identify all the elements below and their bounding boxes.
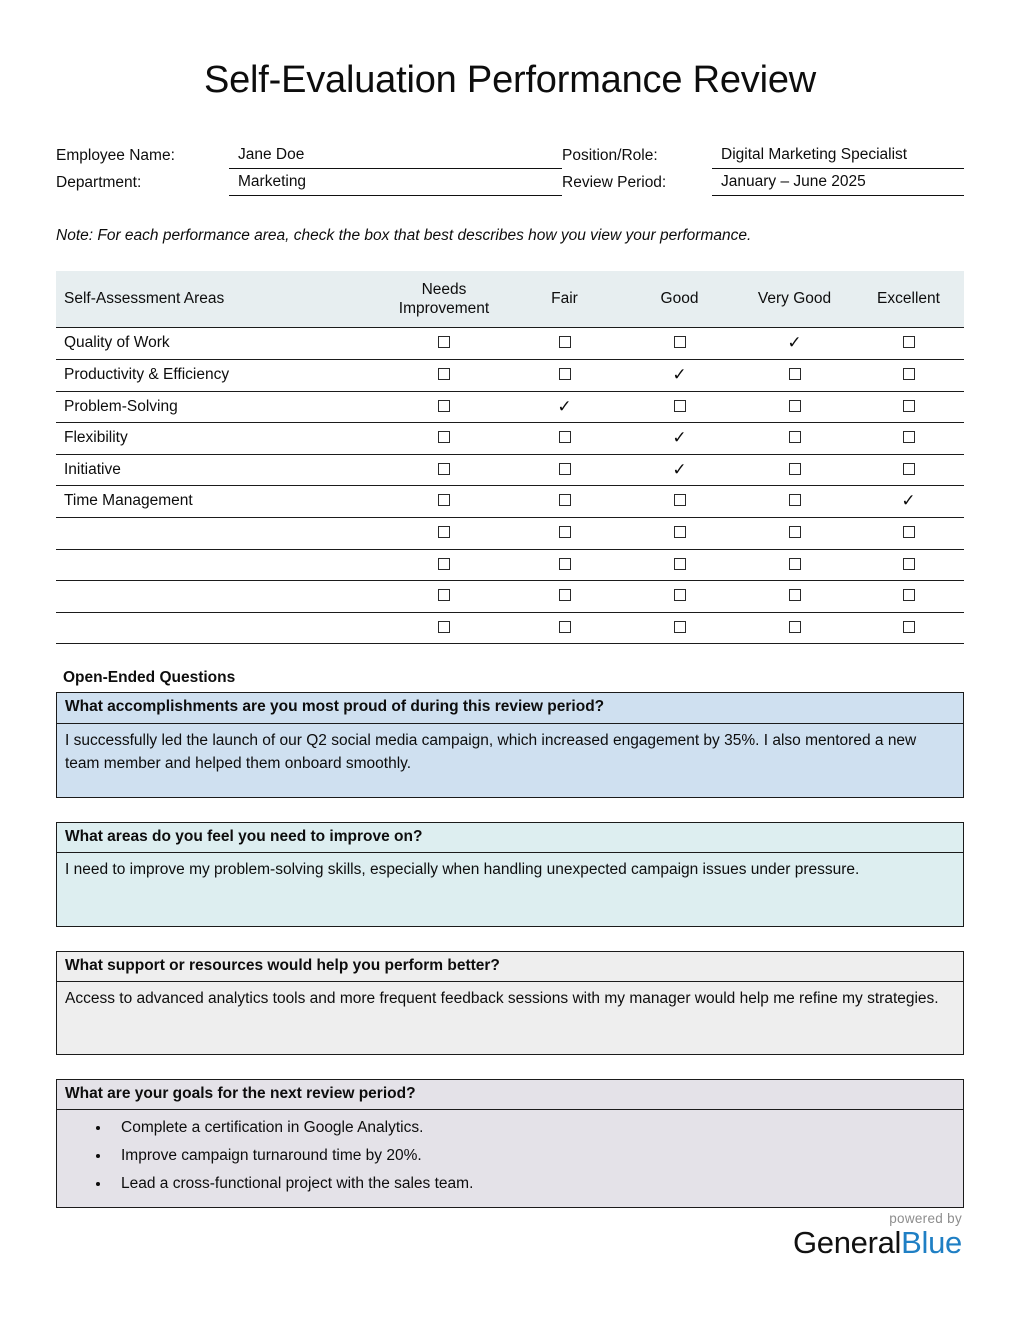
- rating-cell[interactable]: [623, 612, 736, 644]
- list-item: • Lead a cross-functional project with the sales team.: [111, 1174, 955, 1195]
- checkmark-icon: ✓: [557, 396, 572, 416]
- rating-cell[interactable]: [736, 360, 853, 392]
- checkbox-icon[interactable]: [903, 336, 915, 348]
- checkbox-icon[interactable]: [438, 621, 450, 633]
- rating-cell[interactable]: [506, 518, 623, 550]
- checkbox-icon[interactable]: [559, 431, 571, 443]
- department-input[interactable]: Marketing: [229, 171, 562, 196]
- checkbox-icon[interactable]: [903, 431, 915, 443]
- assessment-area-label: Time Management: [56, 486, 382, 518]
- rating-cell[interactable]: [623, 486, 736, 518]
- checkbox-icon[interactable]: [903, 589, 915, 601]
- rating-cell[interactable]: [623, 518, 736, 550]
- rating-cell[interactable]: [736, 454, 853, 486]
- rating-cell[interactable]: [853, 328, 964, 360]
- rating-cell[interactable]: [382, 549, 506, 581]
- rating-cell[interactable]: [623, 454, 736, 486]
- rating-cell[interactable]: [853, 612, 964, 644]
- assessment-area-label: Productivity & Efficiency: [56, 360, 382, 392]
- checkbox-icon[interactable]: [438, 400, 450, 412]
- table-row: [56, 486, 964, 518]
- rating-cell[interactable]: [506, 454, 623, 486]
- rating-cell[interactable]: [853, 486, 964, 518]
- rating-cell[interactable]: [623, 549, 736, 581]
- question-block-next-period-goals: [56, 1079, 964, 1208]
- checkmark-icon: ✓: [672, 364, 687, 384]
- employee-info-fields: [56, 142, 964, 196]
- checkbox-icon[interactable]: [559, 368, 571, 380]
- rating-cell[interactable]: [382, 486, 506, 518]
- checkbox-icon[interactable]: [789, 368, 801, 380]
- checkbox-icon[interactable]: [674, 589, 686, 601]
- brand-name-second: Blue: [901, 1225, 962, 1260]
- open-ended-questions-heading: Open-Ended Questions: [63, 669, 236, 687]
- rating-cell[interactable]: [623, 581, 736, 613]
- assessment-area-label: [56, 581, 382, 613]
- question-block-support-resources: [56, 951, 964, 1055]
- position-role-label: Position/Role:: [562, 146, 658, 164]
- checkbox-icon[interactable]: [559, 494, 571, 506]
- department-label: Department:: [56, 173, 142, 191]
- answer-text-support-resources[interactable]: Access to advanced analytics tools and more frequent feedback sessions with my manager would help me refine my strategies.: [65, 989, 939, 1007]
- rating-cell[interactable]: [382, 423, 506, 455]
- rating-cell[interactable]: [736, 581, 853, 613]
- rating-cell[interactable]: [623, 328, 736, 360]
- table-row: [56, 360, 964, 392]
- rating-cell[interactable]: [382, 612, 506, 644]
- position-role-input[interactable]: Digital Marketing Specialist: [712, 144, 964, 169]
- checkbox-icon[interactable]: [789, 558, 801, 570]
- rating-cell[interactable]: [736, 486, 853, 518]
- rating-cell[interactable]: [853, 549, 964, 581]
- rating-cell[interactable]: [506, 486, 623, 518]
- assessment-area-label: Flexibility: [56, 423, 382, 455]
- rating-cell[interactable]: [853, 454, 964, 486]
- employee-name-row: [56, 142, 562, 169]
- rating-cell[interactable]: [736, 423, 853, 455]
- assessment-area-label: Quality of Work: [56, 328, 382, 360]
- table-header-row: [56, 271, 964, 328]
- checkbox-icon[interactable]: [559, 463, 571, 475]
- assessment-area-label: [56, 612, 382, 644]
- rating-cell[interactable]: [506, 612, 623, 644]
- rating-cell[interactable]: [506, 360, 623, 392]
- question-text-accomplishments: What accomplishments are you most proud of during this review period?: [57, 693, 963, 723]
- rating-cell[interactable]: [506, 581, 623, 613]
- self-assessment-table: [56, 271, 964, 645]
- rating-cell[interactable]: [736, 391, 853, 423]
- brand-name-first: General: [792, 1225, 902, 1260]
- instruction-note: Note: For each performance area, check the box that best describes how you view your performance.: [56, 226, 752, 244]
- checkbox-icon[interactable]: [903, 368, 915, 380]
- department-row: [56, 169, 562, 196]
- rating-cell[interactable]: [853, 518, 964, 550]
- powered-by-label: powered by: [889, 1211, 962, 1226]
- checkmark-icon: ✓: [672, 428, 687, 448]
- answer-goals-container[interactable]: [57, 1110, 963, 1207]
- review-period-row: [562, 169, 964, 196]
- rating-cell[interactable]: [382, 391, 506, 423]
- checkbox-icon[interactable]: [903, 463, 915, 475]
- rating-cell[interactable]: [736, 612, 853, 644]
- open-ended-blocks: [56, 692, 964, 1207]
- checkbox-icon[interactable]: [438, 463, 450, 475]
- goals-list: [65, 1118, 955, 1195]
- column-header-fair: Fair: [506, 271, 623, 328]
- checkbox-icon[interactable]: [674, 494, 686, 506]
- checkbox-icon[interactable]: [789, 494, 801, 506]
- checkbox-icon[interactable]: [789, 431, 801, 443]
- checkmark-icon: ✓: [787, 333, 802, 353]
- rating-cell[interactable]: [382, 518, 506, 550]
- rating-cell[interactable]: [506, 423, 623, 455]
- employee-info-right-column: [562, 142, 964, 196]
- column-header-areas: Self-Assessment Areas: [56, 271, 382, 328]
- page-title: Self-Evaluation Performance Review: [203, 59, 817, 101]
- table-row: [56, 549, 964, 581]
- checkbox-icon[interactable]: [903, 526, 915, 538]
- column-header-good: Good: [623, 271, 736, 328]
- checkbox-icon[interactable]: [903, 400, 915, 412]
- checkbox-icon[interactable]: [438, 558, 450, 570]
- column-header-needs-improvement: Needs Improvement: [382, 271, 506, 328]
- checkbox-icon[interactable]: [903, 621, 915, 633]
- rating-cell[interactable]: [382, 581, 506, 613]
- checkbox-icon[interactable]: [789, 400, 801, 412]
- rating-cell[interactable]: [623, 423, 736, 455]
- question-block-accomplishments: [56, 692, 964, 797]
- checkbox-icon[interactable]: [674, 336, 686, 348]
- rating-cell[interactable]: [853, 581, 964, 613]
- rating-cell[interactable]: [506, 549, 623, 581]
- rating-cell[interactable]: [506, 328, 623, 360]
- rating-cell[interactable]: [736, 549, 853, 581]
- rating-cell[interactable]: [623, 391, 736, 423]
- checkbox-icon[interactable]: [438, 589, 450, 601]
- answer-text-improvement-areas[interactable]: I need to improve my problem-solving skills, especially when handling unexpected campaign issues under pressure.: [65, 860, 860, 878]
- column-header-very-good: Very Good: [736, 271, 853, 328]
- rating-cell[interactable]: [736, 328, 853, 360]
- answer-text-accomplishments[interactable]: I successfully led the launch of our Q2 social media campaign, which increased engagement by 35%. I also mentored a new team member and helped them onboard smoothly.: [65, 731, 917, 772]
- checkbox-icon[interactable]: [903, 558, 915, 570]
- assessment-table-body: [56, 328, 964, 644]
- rating-cell[interactable]: [853, 360, 964, 392]
- checkbox-icon[interactable]: [559, 589, 571, 601]
- employee-info-left-column: [56, 142, 562, 196]
- checkbox-icon[interactable]: [674, 621, 686, 633]
- employee-name-label: Employee Name:: [56, 146, 175, 164]
- table-row: [56, 391, 964, 423]
- checkbox-icon[interactable]: [789, 589, 801, 601]
- table-row: [56, 423, 964, 455]
- employee-name-input[interactable]: Jane Doe: [229, 144, 562, 169]
- table-row: [56, 454, 964, 486]
- table-row: [56, 328, 964, 360]
- checkbox-icon[interactable]: [438, 526, 450, 538]
- checkmark-icon: ✓: [672, 459, 687, 479]
- checkbox-icon[interactable]: [789, 526, 801, 538]
- rating-cell[interactable]: [853, 423, 964, 455]
- table-row: [56, 612, 964, 644]
- assessment-area-label: Initiative: [56, 454, 382, 486]
- rating-cell[interactable]: [853, 391, 964, 423]
- rating-cell[interactable]: [506, 391, 623, 423]
- checkbox-icon[interactable]: [674, 558, 686, 570]
- rating-cell[interactable]: [382, 454, 506, 486]
- rating-cell[interactable]: [623, 360, 736, 392]
- assessment-area-label: Problem-Solving: [56, 391, 382, 423]
- checkbox-icon[interactable]: [438, 336, 450, 348]
- question-text-improvement-areas: What areas do you feel you need to improve on?: [57, 823, 963, 853]
- checkbox-icon[interactable]: [559, 621, 571, 633]
- checkbox-icon[interactable]: [438, 431, 450, 443]
- question-block-improvement-areas: [56, 822, 964, 927]
- assessment-area-label: [56, 549, 382, 581]
- checkbox-icon[interactable]: [789, 463, 801, 475]
- position-role-row: [562, 142, 964, 169]
- footer-logo: [793, 1211, 962, 1258]
- assessment-area-label: [56, 518, 382, 550]
- rating-cell[interactable]: [736, 518, 853, 550]
- checkbox-icon[interactable]: [789, 621, 801, 633]
- checkbox-icon[interactable]: [438, 368, 450, 380]
- table-row: [56, 581, 964, 613]
- rating-cell[interactable]: [382, 328, 506, 360]
- checkbox-icon[interactable]: [674, 526, 686, 538]
- checkbox-icon[interactable]: [559, 558, 571, 570]
- review-period-label: Review Period:: [562, 173, 667, 191]
- list-item: • Improve campaign turnaround time by 20%.: [111, 1146, 955, 1167]
- list-item: • Complete a certification in Google Analytics.: [111, 1118, 955, 1139]
- table-row: [56, 518, 964, 550]
- brand-wordmark: [793, 1227, 962, 1258]
- rating-cell[interactable]: [382, 360, 506, 392]
- checkbox-icon[interactable]: [559, 336, 571, 348]
- column-header-excellent: Excellent: [853, 271, 964, 328]
- review-period-input[interactable]: January – June 2025: [712, 171, 964, 196]
- checkmark-icon: ✓: [901, 491, 916, 511]
- checkbox-icon[interactable]: [674, 400, 686, 412]
- question-text-next-period-goals: What are your goals for the next review period?: [57, 1080, 963, 1110]
- checkbox-icon[interactable]: [438, 494, 450, 506]
- checkbox-icon[interactable]: [559, 526, 571, 538]
- question-text-support-resources: What support or resources would help you perform better?: [57, 952, 963, 982]
